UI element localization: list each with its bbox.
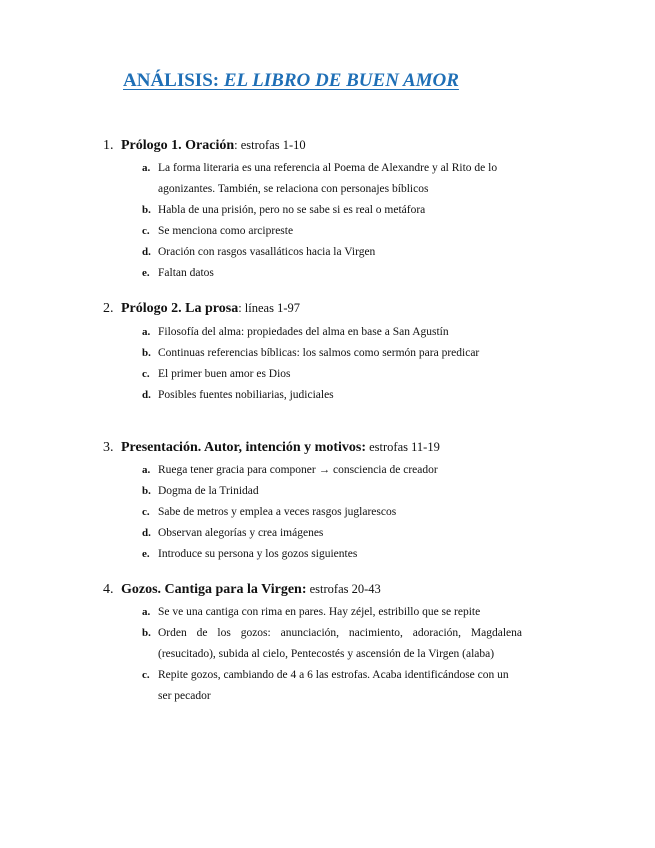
section-number: 1.: [103, 138, 114, 153]
section-2-heading: [103, 299, 300, 318]
section-range: estrofas 11-19: [366, 440, 440, 454]
section-number: 3.: [103, 440, 114, 455]
item-letter: a.: [142, 606, 151, 618]
item-text: Se menciona como arcipreste: [158, 225, 294, 237]
list-item: [142, 158, 522, 200]
list-item: [142, 263, 522, 284]
item-text: La forma literaria es una referencia al Poema de Alexandre y al Rito de lo agonizantes. También, se relaciona con personajes bíblicos: [158, 162, 498, 195]
list-item: [142, 523, 522, 544]
item-letter: c.: [142, 368, 150, 380]
document-title: [123, 70, 459, 92]
item-text: Oración con rasgos vasalláticos hacia la Virgen: [158, 246, 376, 258]
section-title: Gozos. Cantiga para la Virgen:: [121, 582, 307, 597]
item-text: Introduce su persona y los gozos siguientes: [158, 548, 358, 560]
item-letter: a.: [142, 162, 151, 174]
item-text: Se ve una cantiga con rima en pares. Hay zéjel, estribillo que se repite: [158, 606, 481, 618]
section-3-heading: [103, 438, 440, 457]
title-work: EL LIBRO DE BUEN AMOR: [223, 70, 459, 91]
list-item: [142, 481, 522, 502]
item-letter: b.: [142, 347, 151, 359]
list-item: [142, 200, 522, 221]
item-letter: c.: [142, 225, 150, 237]
list-item: [142, 544, 522, 565]
item-letter: b.: [142, 485, 151, 497]
list-item: [142, 460, 522, 481]
section-range: : estrofas 1-10: [234, 138, 306, 152]
item-letter: b.: [142, 627, 151, 639]
section-number: 2.: [103, 301, 114, 316]
list-item: [142, 602, 522, 623]
list-item: [142, 242, 522, 263]
item-letter: d.: [142, 389, 151, 401]
item-text: Repite gozos, cambiando de 4 a 6 las estrofas. Acaba identificándose con un ser pecador: [158, 669, 509, 702]
item-letter: d.: [142, 246, 151, 258]
list-item: [142, 623, 522, 665]
item-letter: e.: [142, 548, 150, 560]
list-item: [142, 221, 522, 242]
item-letter: b.: [142, 204, 151, 216]
item-text: Faltan datos: [158, 267, 214, 279]
item-text: Ruega tener gracia para componer → consciencia de creador: [158, 464, 438, 476]
list-item: [142, 502, 522, 523]
item-letter: c.: [142, 506, 150, 518]
item-text: Posibles fuentes nobiliarias, judiciales: [158, 389, 334, 401]
section-range: estrofas 20-43: [306, 582, 381, 596]
list-item: [142, 322, 522, 343]
item-text: Filosofía del alma: propiedades del alma en base a San Agustín: [158, 326, 449, 338]
list-item: [142, 343, 522, 364]
item-letter: d.: [142, 527, 151, 539]
section-4-heading: [103, 580, 381, 599]
section-title: Prólogo 1. Oración: [121, 138, 235, 153]
item-text: Observan alegorías y crea imágenes: [158, 527, 324, 539]
section-1-heading: [103, 136, 306, 155]
item-letter: a.: [142, 464, 151, 476]
item-text: Sabe de metros y emplea a veces rasgos juglarescos: [158, 506, 397, 518]
title-prefix: ANÁLISIS:: [123, 70, 224, 91]
list-item: [142, 364, 522, 385]
list-item: [142, 385, 522, 406]
item-text: Orden de los gozos: anunciación, nacimiento, adoración, Magdalena (resucitado), subida al cielo, Pentecostés y ascensión de la Virgen (alaba): [158, 627, 522, 660]
list-item: [142, 665, 522, 707]
section-title: Prólogo 2. La prosa: [121, 301, 239, 316]
item-text: Continuas referencias bíblicas: los salmos como sermón para predicar: [158, 347, 480, 359]
section-number: 4.: [103, 582, 114, 597]
section-range: : líneas 1-97: [238, 301, 300, 315]
item-text: Dogma de la Trinidad: [158, 485, 259, 497]
item-text: El primer buen amor es Dios: [158, 368, 291, 380]
item-letter: c.: [142, 669, 150, 681]
section-title: Presentación. Autor, intención y motivos:: [121, 440, 366, 455]
item-letter: e.: [142, 267, 150, 279]
item-letter: a.: [142, 326, 151, 338]
item-text: Habla de una prisión, pero no se sabe si es real o metáfora: [158, 204, 426, 216]
